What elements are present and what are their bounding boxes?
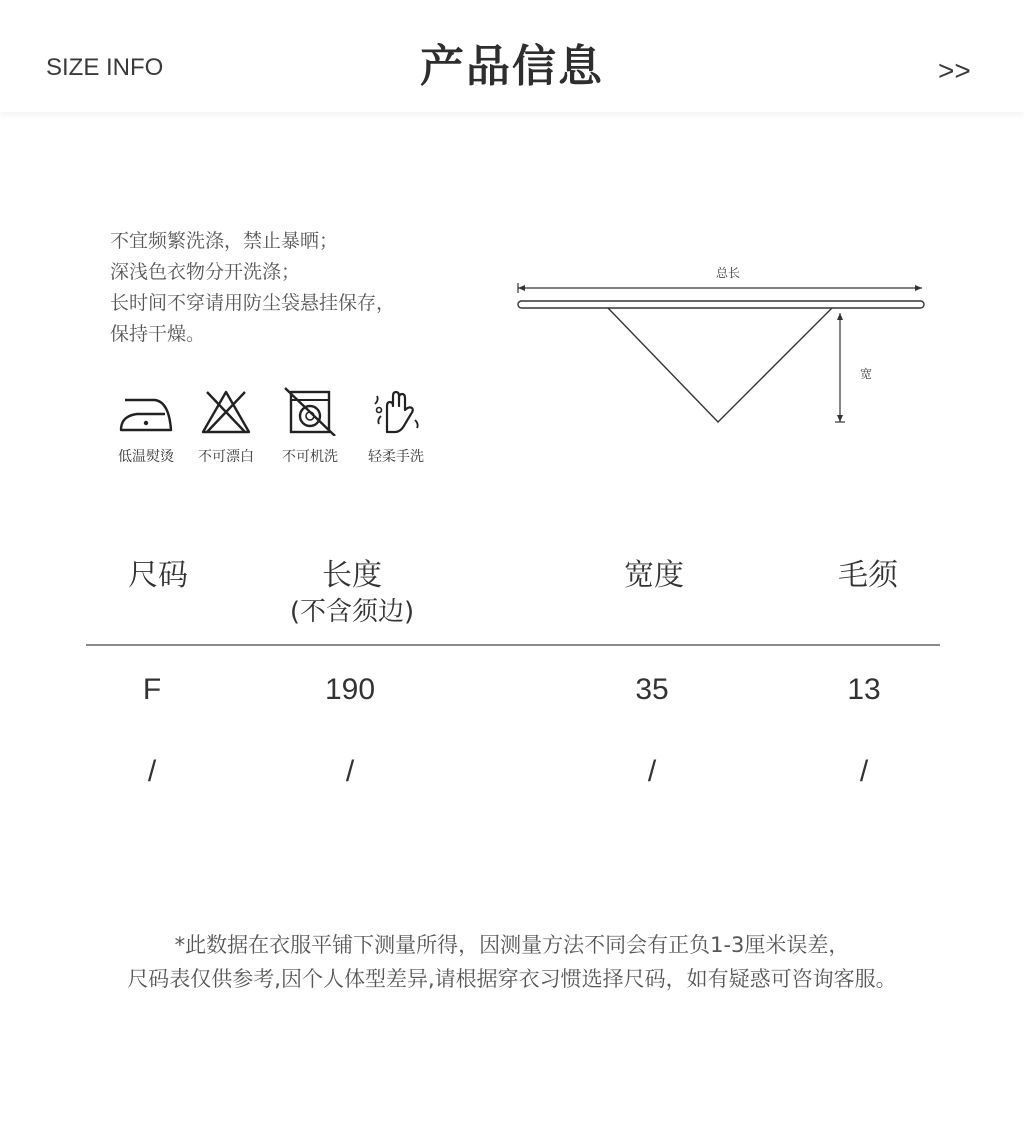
care-instructions (110, 226, 470, 350)
table-cell: F (142, 673, 162, 706)
header-width (624, 556, 684, 596)
table-cell: 190 (324, 673, 376, 706)
size-info-label: SIZE INFO (46, 54, 164, 81)
scarf-triangle (608, 308, 832, 422)
care-icons (104, 386, 444, 476)
table-cell: / (345, 755, 355, 788)
header-fringe (838, 556, 898, 596)
note-line: 尺码表仅供参考,因个人体型差异,请根据穿衣习惯选择尺码，如有疑惑可咨询客服。 (127, 967, 897, 991)
table-cell: / (859, 755, 869, 788)
table-cell: / (647, 755, 657, 788)
header-label: 宽度 (624, 558, 684, 593)
length-label: 总长 (715, 266, 741, 280)
care-icon-item (104, 386, 188, 466)
care-icon-label: 低温熨烫 (118, 449, 174, 465)
care-icon-label: 不可漂白 (198, 449, 254, 465)
care-line: 深浅色衣物分开洗涤； (110, 261, 301, 283)
care-icon-item (184, 386, 268, 466)
table-cell: / (147, 755, 157, 788)
no-machine-wash-icon (279, 386, 341, 436)
header-label: 长度 (321, 558, 382, 593)
page-title: 产品信息 (420, 41, 604, 92)
hand-wash-icon (365, 386, 427, 436)
low-temp-iron-icon (115, 386, 177, 436)
header-length (290, 556, 414, 628)
note-line: *此数据在衣服平铺下测量所得，因测量方法不同会有正负1-3厘米误差， (174, 933, 850, 957)
header (0, 0, 1024, 112)
table-cell: 35 (635, 673, 669, 706)
care-icon-label: 不可机洗 (282, 449, 338, 465)
care-icon-item (268, 386, 352, 466)
next-arrow-button[interactable]: >> (938, 55, 971, 86)
scarf-diagram (510, 256, 930, 436)
care-line: 长时间不穿请用防尘袋悬挂保存， (110, 292, 396, 314)
care-line: 保持干燥。 (110, 323, 206, 345)
header-label: 毛须 (838, 558, 898, 593)
table-cell: 13 (847, 673, 881, 706)
care-icon-label: 轻柔手洗 (368, 449, 424, 465)
measurement-note (0, 928, 1024, 996)
scarf-band (518, 301, 924, 308)
header-size (128, 556, 188, 596)
no-bleach-icon (195, 386, 257, 436)
header-sublabel: (不含须边) (289, 597, 415, 627)
header-label: 尺码 (128, 558, 188, 593)
width-label: 宽 (859, 367, 873, 381)
table-divider (86, 644, 940, 646)
care-line: 不宜频繁洗涤，禁止暴晒； (110, 230, 339, 252)
care-icon-item (354, 386, 438, 466)
